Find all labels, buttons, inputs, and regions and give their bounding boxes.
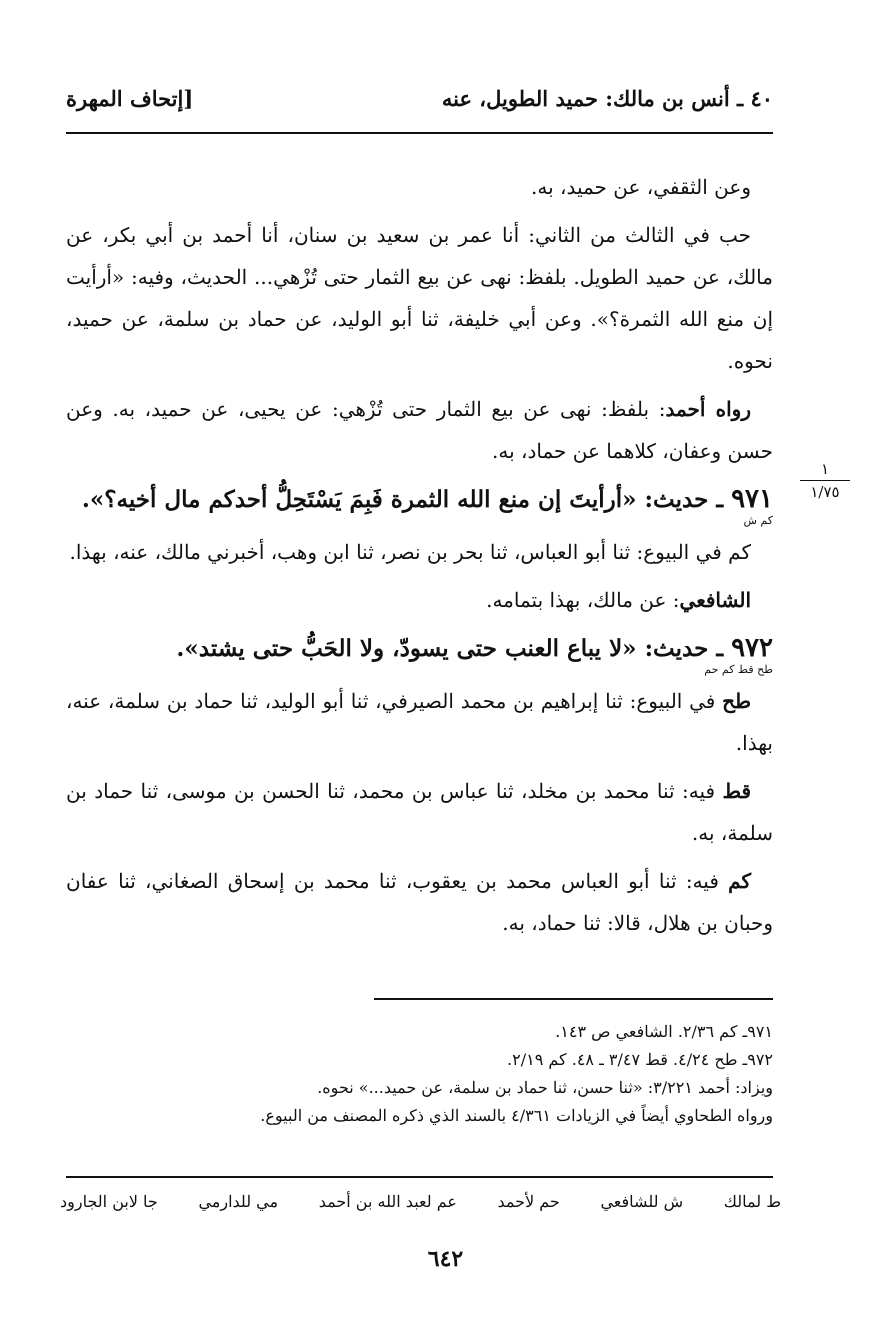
source-name: كم [728,869,751,893]
key-item: جا لابن الجارود [60,1192,158,1211]
footnote: ورواه الطحاوي أيضاً في الزيادات ٤/٣٦١ بالسند الذي ذكره المصنف من البيوع. [260,1106,773,1125]
key-item: ش للشافعي [600,1192,684,1211]
paragraph: وعن الثقفي، عن حميد، به. [530,175,751,199]
header-rule [66,132,773,134]
source-name: الشافعي [679,588,751,612]
paragraph: كم في البيوع: ثنا أبو العباس، ثنا بحر بن نصر، ثنا ابن وهب، أخبرني مالك، عنه، بهذا. [69,540,751,564]
footnotes [66,1018,773,1130]
hadith-text: ـ حديث: «أرأيتَ إن منع الله الثمرة فَبِمَ يَسْتَحِلُّ أحدكم مال أخيه؟». [81,486,724,513]
paragraph [66,680,773,764]
paragraph [66,770,773,854]
paragraph [66,579,773,621]
footnote-rule [374,998,773,1000]
margin-ref-bottom: ١/٧٥ [810,483,840,501]
source-name: طح [722,689,751,713]
source-sigla: طح قط كم حم [704,663,773,676]
paragraph: حب في الثالث من الثاني: أنا عمر بن سعيد بن سنان، أنا أحمد بن أبي بكر، عن مالك، عن حميد الطويل. بلفظ: نهى عن بيع الثمار حتى تُزْهي... الحديث، وفيه: «أرأيت إن منع الله الثمرة؟». وعن أبي خليفة، ثنا أبو الوليد، عن حماد بن سلمة، عن حميد، نحوه. [66,223,773,373]
main-text [66,166,773,950]
margin-ref-divider [800,480,850,481]
key-item: عم لعبد الله بن أحمد [318,1192,457,1211]
paragraph-text: في البيوع: ثنا إبراهيم بن محمد الصيرفي، ثنا أبو الوليد، ثنا حماد بن سلمة، عنه، بهذا. [66,689,773,755]
running-header-book: [إتحاف المهرة [66,86,194,111]
page-number: ٦٤٢ [427,1246,464,1272]
key-item: ط لمالك [723,1192,781,1211]
paragraph-text: فيه: ثنا أبو العباس محمد بن يعقوب، ثنا محمد بن إسحاق الصغاني، ثنا عفان وحبان بن هلال، قالا: ثنا حماد، به. [66,869,773,935]
key-item: حم لأحمد [497,1192,560,1211]
margin-reference [800,460,850,501]
paragraph [66,860,773,944]
paragraph-text: : عن مالك، بهذا بتمامه. [486,588,680,612]
source-name: قط [722,779,751,803]
abbreviation-key [60,1192,781,1211]
key-rule [66,1176,773,1178]
footnote: ٩٧٢ـ طح ٤/٢٤. قط ٣/٤٧ ـ ٤٨. كم ٢/١٩. [507,1050,773,1069]
paragraph-text: فيه: ثنا محمد بن مخلد، ثنا عباس بن محمد، ثنا الحسن بن موسى، ثنا حماد بن سلمة، به. [66,779,773,845]
hadith-971 [66,478,773,527]
footnote: ٩٧١ـ كم ٢/٣٦. الشافعي ص ١٤٣. [555,1022,773,1041]
hadith-number: ٩٧١ [731,484,773,514]
hadith-text: ـ حديث: «لا يباع العنب حتى يسودّ، ولا الحَبُّ حتى يشتد». [176,635,724,662]
source-name: رواه أحمد [665,397,751,421]
paragraph-text: : بلفظ: نهى عن بيع الثمار حتى تُزْهي: عن يحيى، عن حميد، به. وعن حسن وعفان، كلاهما عن حماد، به. [66,397,773,463]
source-sigla: كم ش [743,514,773,527]
footnote: ويزاد: أحمد ٣/٢٢١: «ثنا حسن، ثنا حماد بن سلمة، عن حميد...» نحوه. [317,1078,773,1097]
running-header-chapter: ٤٠ ـ أنس بن مالك: حميد الطويل، عنه [441,86,773,111]
margin-ref-top: ١ [820,460,830,478]
key-item: مي للدارمي [198,1192,279,1211]
hadith-number: ٩٧٢ [731,633,773,663]
hadith-972 [66,627,773,676]
paragraph [66,388,773,472]
